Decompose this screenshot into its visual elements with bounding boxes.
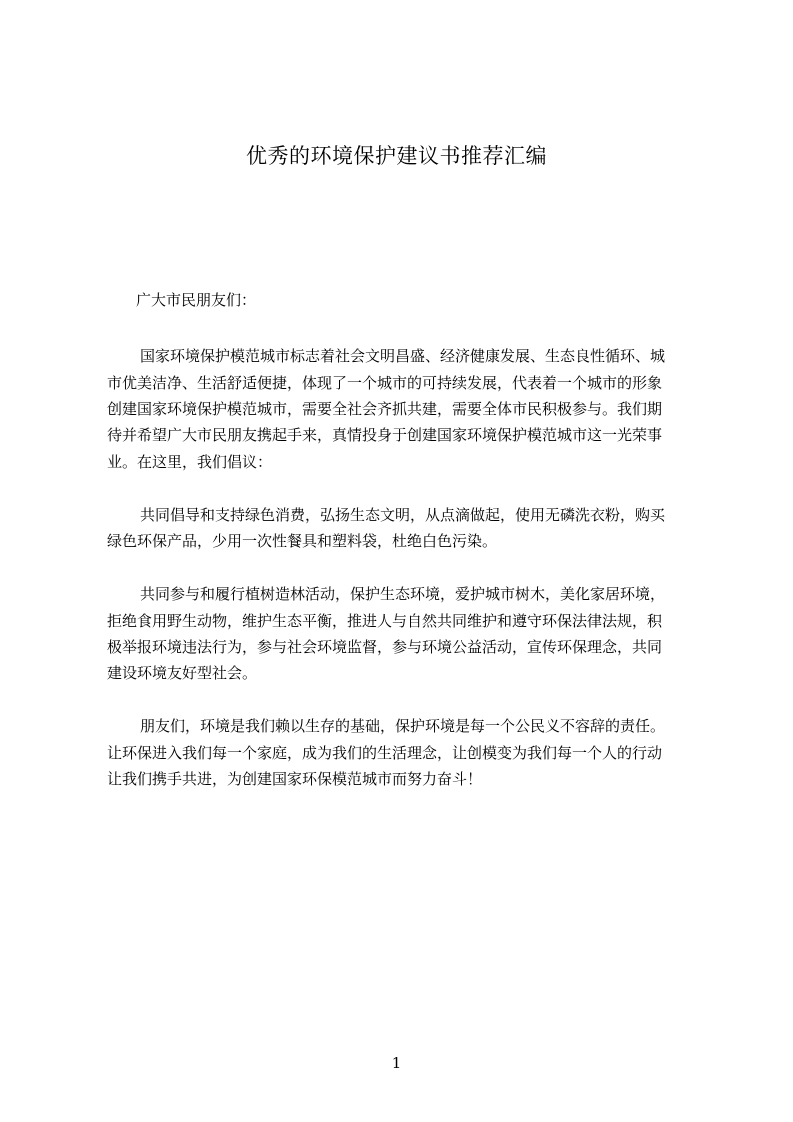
paragraph-1-line-4: 待并希望广大市民朋友携起手来，真情投身于创建国家环境保护模范城市这一光荣事: [107, 426, 663, 444]
paragraph-3-line-2: 拒绝食用野生动物，维护生态平衡，推进人与自然共同维护和遵守环保法律法规，积: [107, 612, 663, 630]
document-title: 优秀的环境保护建议书推荐汇编: [246, 144, 547, 168]
paragraph-3-line-1: 共同参与和履行植树造林活动，保护生态环境，爱护城市树木，美化家居环境，: [140, 585, 666, 603]
paragraph-1-line-1: 国家环境保护模范城市标志着社会文明昌盛、经济健康发展、生态良性循环、城: [140, 347, 666, 365]
paragraph-1-line-3: 创建国家环境保护模范城市，需要全社会齐抓共建，需要全体市民积极参与。我们期: [107, 400, 663, 418]
paragraph-4-line-2: 让环保进入我们每一个家庭，成为我们的生活理念，让创模变为我们每一个人的行动: [107, 744, 663, 762]
paragraph-1-line-5: 业。在这里，我们倡议：: [107, 453, 273, 471]
page-number: 1: [391, 1054, 402, 1072]
paragraph-2-line-2: 绿色环保产品，少用一次性餐具和塑料袋，杜绝白色污染。: [107, 532, 498, 550]
paragraph-1-line-2: 市优美洁净、生活舒适便捷，体现了一个城市的可持续发展，代表着一个城市的形象: [107, 374, 663, 392]
paragraph-3-line-3: 极举报环境违法行为，参与社会环境监督，参与环境公益活动，宣传环保理念，共同: [107, 638, 663, 656]
paragraph-3-line-4: 建设环境友好型社会。: [107, 664, 258, 682]
salutation: 广大市民朋友们：: [136, 291, 257, 309]
paragraph-4-line-1: 朋友们，环境是我们赖以生存的基础，保护环境是每一个公民义不容辞的责任。: [140, 717, 666, 735]
paragraph-2-line-1: 共同倡导和支持绿色消费，弘扬生态文明，从点滴做起，使用无磷洗衣粉，购买: [140, 506, 666, 524]
paragraph-4-line-3: 让我们携手共进，为创建国家环保模范城市而努力奋斗！: [107, 770, 483, 788]
